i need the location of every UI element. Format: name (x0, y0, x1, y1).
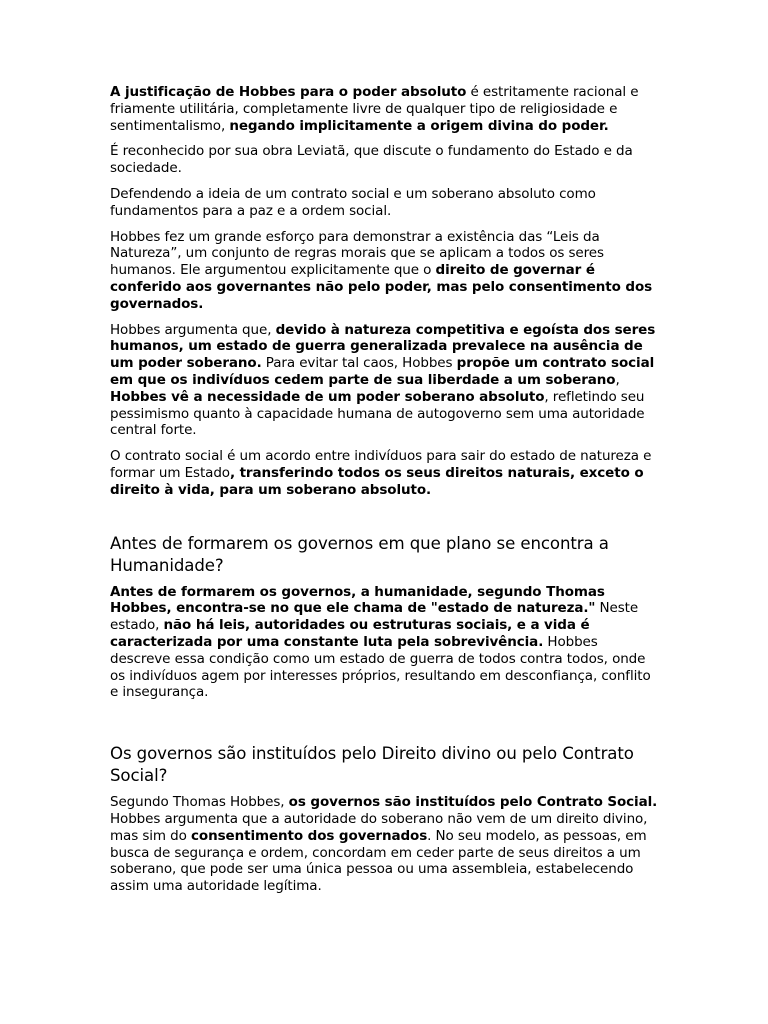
text-segment: Segundo Thomas Hobbes, (110, 794, 289, 811)
text-segment: , transferindo todos os seus direitos naturais, exceto o direito à vida, para um soberano absoluto. (110, 464, 644, 498)
text-segment: Para evitar tal caos, Hobbes (261, 355, 457, 372)
document-page (110, 84, 662, 904)
text-segment: os governos são instituídos pelo Contrato Social. (288, 794, 658, 811)
text-segment: . No seu modelo, as pessoas, em busca de segurança e ordem, concordam em ceder parte de seus direitos a um soberano, que pode ser uma única pessoa ou uma assembleia, estabelecendo assim uma autoridade legítima. (110, 827, 647, 895)
paragraph-state-of-war (110, 322, 662, 440)
text-segment: Hobbes vê a necessidade de um poder soberano absoluto (110, 388, 545, 405)
paragraph-divine-right (110, 794, 662, 895)
text-segment: Hobbes fez um grande esforço para demonstrar a existência das “Leis da Natureza”, um conjunto de regras morais que se aplicam a todos os seres humanos. Ele argumentou explicitamente que o (110, 228, 604, 279)
text-segment: consentimento dos governados (191, 827, 428, 844)
text-segment: É reconhecido por sua obra Leviatã, que discute o fundamento do Estado e da sociedade. (110, 143, 633, 177)
paragraph-social-contract-idea (110, 186, 662, 220)
text-segment: Antes de formarem os governos, a humanidade, segundo Thomas Hobbes, encontra-se no que ele chama de "estado de natureza." (110, 583, 605, 617)
paragraph-leviatan (110, 143, 662, 177)
text-segment: O contrato social é um acordo entre indivíduos para sair do estado de natureza e formar um Estado (110, 448, 652, 481)
text-segment: é estritamente racional e friamente utilitária, completamente livre de qualquer tipo de religiosidade e sentimentalismo, (110, 84, 639, 134)
text-segment: direito de governar é conferido aos governantes não pelo poder, mas pelo consentimento dos governados. (110, 262, 653, 312)
text-segment: Hobbes descreve essa condição como um estado de guerra de todos contra todos, onde os indivíduos agem por interesses próprios, resultando em desconfiança, conflito e insegurança. (110, 633, 651, 701)
paragraph-state-of-nature (110, 584, 662, 702)
text-segment: Defendendo a ideia de um contrato social e um soberano absoluto como fundamentos para a paz e a ordem social. (110, 185, 596, 219)
text-segment: , refletindo seu pessimismo quanto à capacidade humana de autogoverno sem uma autoridade central forte. (110, 388, 645, 439)
paragraph-laws-of-nature (110, 229, 662, 313)
section-heading-state-of-nature: Antes de formarem os governos em que plano se encontra a Humanidade? (110, 533, 609, 575)
text-segment: Hobbes argumenta que a autoridade do soberano não vem de um direito divino, mas sim do (110, 810, 648, 844)
text-segment: não há leis, autoridades ou estruturas sociais, e a vida é caracterizada por uma constante luta pela sobrevivência. (110, 617, 590, 650)
text-segment: , (615, 371, 620, 388)
paragraph-hobbes-justification (110, 84, 662, 134)
text-segment: Hobbes argumenta que, (110, 321, 276, 338)
text-segment: devido à natureza competitiva e egoísta dos seres humanos, um estado de guerra generalizada prevalece na ausência de um poder soberano. (110, 321, 656, 372)
text-segment: A justificação de Hobbes para o poder absoluto (110, 84, 467, 100)
section-heading-divine-right: Os governos são instituídos pelo Direito divino ou pelo Contrato Social? (110, 744, 634, 786)
text-segment: negando implicitamente a origem divina do poder. (229, 117, 609, 134)
text-segment: Neste estado, (110, 600, 639, 634)
text-segment: propõe um contrato social em que os indivíduos cedem parte de sua liberdade a um soberano (110, 355, 655, 388)
paragraph-social-contract-definition (110, 448, 662, 498)
